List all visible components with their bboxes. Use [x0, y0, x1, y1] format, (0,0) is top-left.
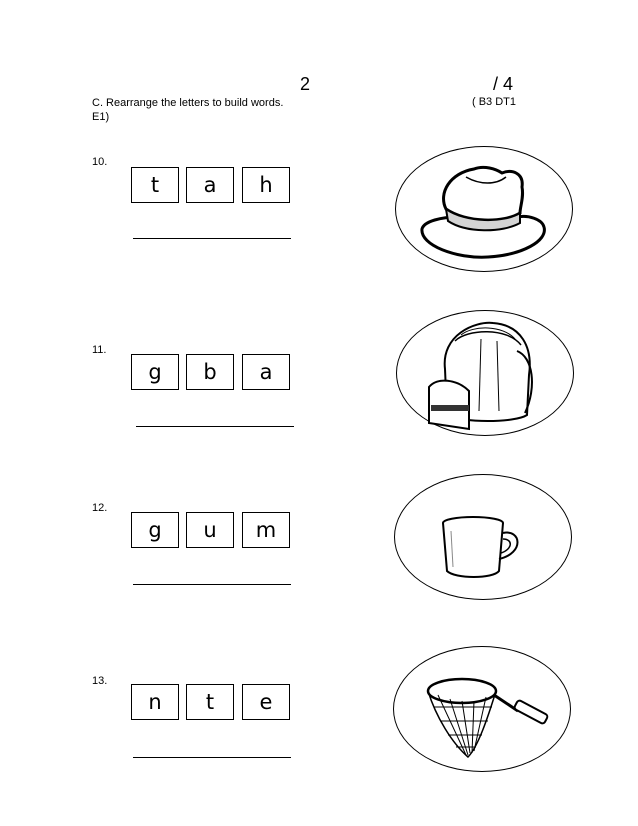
question-number: 11. [92, 344, 107, 356]
letter-box: e [242, 684, 290, 720]
instruction-line-1: C. Rearrange the letters to build words. [92, 97, 284, 109]
letter-box: m [242, 512, 290, 548]
answer-line[interactable] [133, 584, 291, 585]
letter-box: a [242, 354, 290, 390]
answer-line[interactable] [133, 757, 291, 758]
backpack-icon [397, 311, 575, 437]
instruction [92, 96, 283, 124]
letter-box: b [186, 354, 234, 390]
reference-code: ( B3 DT1 [472, 96, 517, 108]
picture-circle [394, 474, 572, 600]
question-number: 12. [92, 502, 108, 514]
net-icon [394, 647, 572, 773]
question-number: 13. [92, 675, 108, 687]
mug-icon [395, 475, 573, 601]
picture-circle [396, 310, 574, 436]
picture-circle [395, 146, 573, 272]
letter-box: a [186, 167, 234, 203]
letter-box: t [131, 167, 179, 203]
letter-box: g [131, 512, 179, 548]
letter-box: t [186, 684, 234, 720]
score-total: / 4 [493, 74, 514, 94]
letter-box: h [242, 167, 290, 203]
answer-line[interactable] [136, 426, 294, 427]
instruction-line-2: E1) [92, 111, 110, 123]
letter-box: g [131, 354, 179, 390]
answer-line[interactable] [133, 238, 291, 239]
hat-icon [396, 147, 574, 273]
letter-box: u [186, 512, 234, 548]
question-number: 10. [92, 156, 108, 168]
letter-box: n [131, 684, 179, 720]
picture-circle [393, 646, 571, 772]
page-number: 2 [300, 74, 311, 94]
